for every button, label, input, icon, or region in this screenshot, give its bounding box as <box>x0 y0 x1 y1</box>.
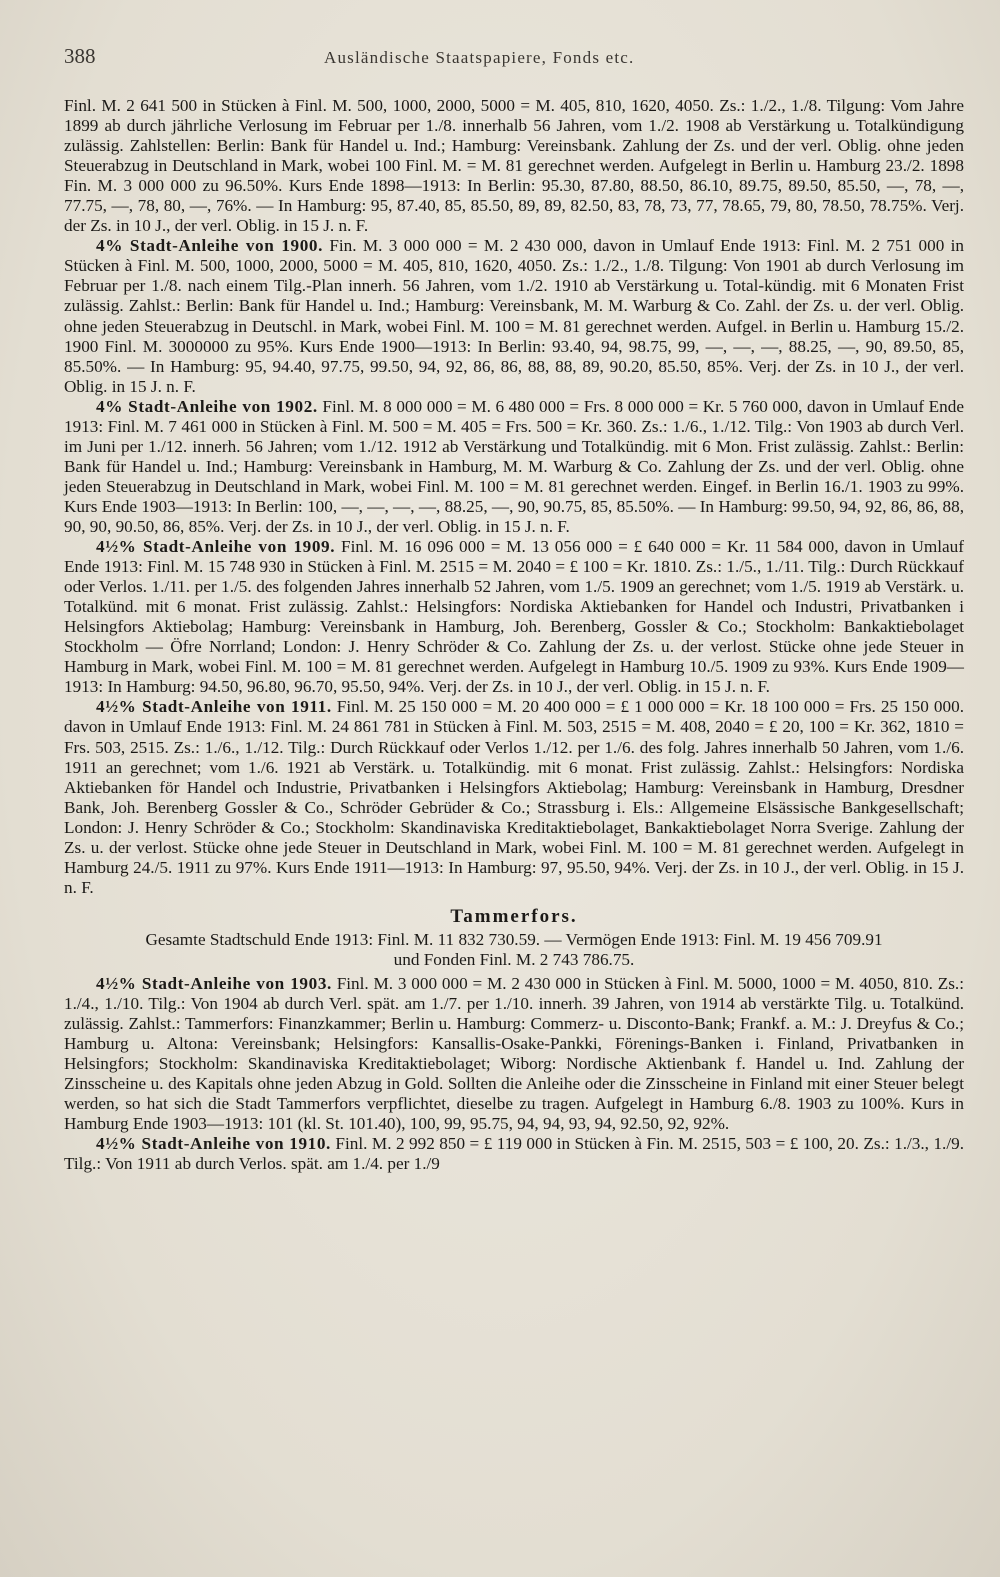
loan-text-1903: Finl. M. 3 000 000 = M. 2 430 000 in Stücken à Finl. M. 5000, 1000 = M. 4050, 810. Zs.: 1./4., 1./10. Tilg.: Von 1904 ab durch Verl. spät. am 1./7. per 1./10. innerh. 39 Jahren, von 1914 ab verstärkte Tilg. u. Totalkünd. zulässig. Zahlst.: Tammerfors: Finanzkammer; Berlin u. Hamburg: Commerz- u. Disconto-Bank; Frankf. a. M.: J. Dreyfus & Co.; Hamburg u. Altona: Vereinsbank; Helsingfors: Kansallis-Osake-Pankki, Förenings-Banken i. Finland, Privatbanken in Helsingfors; Stockholm: Skandinaviska Kreditaktiebolaget; Wiborg: Nordische Aktienbank f. Handel u. Ind. Zahlung der Zinsscheine u. des Kapitals ohne jeden Abzug in Gold. Sollten die Anleihe oder die Zinsscheine in Finland mit einer Steuer belegt werden, so hat sich die Stadt Tammerfors verpflichtet, dieselbe zu tragen. Aufgelegt in Hamburg 6./8. 1903 zu 100%. Kurs in Hamburg Ende 1903—1913: 101 (kl. St. 101.40), 100, 99, 95.75, 94, 94, 93, 94, 92.50, 92, 92%. <box>64 973 964 1134</box>
loan-text-1909: Finl. M. 16 096 000 = M. 13 056 000 = £ 640 000 = Kr. 11 584 000, davon in Umlauf Ende 1913: Finl. M. 15 748 930 in Stücken à Finl. M. 2515 = M. 2040 = £ 100 = Kr. 1810. Zs.: 1./5., 1./11. Tilg.: Durch Rückkauf oder Verlos. 1./11. per 1./5. des folgenden Jahres innerhalb 52 Jahren, vom 1./5. 1909 an gerechnet; vom 1./5. 1919 ab Verstärk. u. Totalkünd. mit 6 monat. Frist zulässig. Zahlst.: Helsingfors: Nordiska Aktiebanken for Handel och Industri, Privatbanken i Helsingfors Aktiebolag; Hamburg: Vereinsbank in Hamburg, Joh. Berenberg, Gossler & Co.; Stockholm: Bankaktiebolaget Stockholm — Öfre Norrland; London: J. Henry Schröder & Co. Zahlung der Zs. u. der verlost. Stücke ohne jede Steuer in Hamburg in Mark, wobei Finl. M. 100 = M. 81 gerechnet werden. Aufgelegt in Hamburg 10./5. 1909 zu 93%. Kurs Ende 1909—1913: In Hamburg: 94.50, 96.80, 96.70, 95.50, 94%. Verj. der Zs. in 10 J., der verl. Oblig. in 15 J. n. F. <box>64 537 964 697</box>
city-heading: Tammerfors. <box>450 905 578 927</box>
city-summary-line-2: und Fonden Finl. M. 2 743 786.75. <box>393 949 635 969</box>
running-head: Ausländische Staatspapiere, Fonds etc. <box>324 48 635 67</box>
loan-entry-1911 <box>64 697 964 897</box>
loan-text-1911: Finl. M. 25 150 000 = M. 20 400 000 = £ 1 000 000 = Kr. 18 100 000 = Frs. 25 150 000. davon in Umlauf Ende 1913: Finl. M. 24 861 781 in Stücken à Finl. M. 503, 2515 = M. 408, 2040 = £ 20, 100 = Kr. 362, 1810 = Frs. 503, 2515. Zs.: 1./6., 1./12. Tilg.: Durch Rückkauf oder Verlos 1./12. per 1./6. des folg. Jahres innerhalb 50 Jahren, vom 1./6. 1911 an gerechnet; vom 1./6. 1921 ab Verstärk. u. Totalkündig. mit 6 monat. Frist zulässig. Zahlst.: Helsingfors: Nordiska Aktiebanken för Handel och Industrie, Privatbanken i Helsingfors Aktiebolag; Hamburg: Vereinsbank in Hamburg, Dresdner Bank, Joh. Berenberg Gossler & Co., Schröder Gebrüder & Co.; Strassburg i. Els.: Allgemeine Elsässische Bankgesellschaft; London: J. Henry Schröder & Co.; Stockholm: Skandinaviska Kreditaktiebolaget, Bankaktiebolaget Norra Sverige. Zahlung der Zs. u. der verlost. Stücke ohne jede Steuer in Deutschland in Mark, wobei Finl. M. 100 = M. 81 gerechnet werden. Aufgelegt in Hamburg 24./5. 1911 zu 97%. Kurs Ende 1911—1913: In Hamburg: 97, 95.50, 94%. Verj. der Zs. in 10 J., der verl. Oblig. in 15 J. n. F. <box>64 697 965 897</box>
loan-entry-1910 <box>64 1134 964 1174</box>
loan-text-1902: Finl. M. 8 000 000 = M. 6 480 000 = Frs. 8 000 000 = Kr. 5 760 000, davon in Umlauf Ende 1913: Finl. M. 7 461 000 in Stücken à Finl. M. 500 = M. 405 = Frs. 500 = Kr. 360. Zs.: 1./6., 1./12. Tilg.: Von 1903 ab durch Verl. im Juni per 1./12. innerh. 56 Jahren; vom 1./12. 1912 ab Verstärkung und Totalkündig. mit 6 Mon. Frist zulässig. Zahlst.: Berlin: Bank für Handel u. Ind.; Hamburg: Vereinsbank in Hamburg, M. M. Warburg & Co. Zahlung der Zs. und der verl. Oblig. ohne jeden Steuerabzug in Deutschland in Mark, wobei Finl. M. 100 = M. 81 gerechnet werden. Eingef. in Berlin 16./1. 1903 zu 99%. Kurs Ende 1903—1913: In Berlin: 100, —, —, —, —, 88.25, —, 90, 90.75, 85, 85.50%. — In Hamburg: 99.50, 94, 92, 86, 86, 88, 90, 90, 90.50, 86, 85%. Verj. der Zs. in 10 J., der verl. Oblig. in 15 J. n. F. <box>64 396 964 536</box>
page-header <box>64 44 964 84</box>
loan-title-1903: 4½% Stadt-Anleihe von 1903. <box>96 973 332 993</box>
page-number: 388 <box>64 44 96 68</box>
city-debt-summary <box>64 930 964 970</box>
loan-entry-1903 <box>64 974 964 1134</box>
loan-title-1900: 4% Stadt-Anleihe von 1900. <box>96 236 323 256</box>
loan-title-1909: 4½% Stadt-Anleihe von 1909. <box>96 537 336 557</box>
loan-title-1911: 4½% Stadt-Anleihe von 1911. <box>96 697 332 717</box>
loan-title-1910: 4½% Stadt-Anleihe von 1910. <box>96 1134 331 1154</box>
city-summary-line-1: Gesamte Stadtschuld Ende 1913: Finl. M. 11 832 730.59. — Vermögen Ende 1913: Finl. M. 19 456 709.91 <box>145 929 883 949</box>
loan-title-1902: 4% Stadt-Anleihe von 1902. <box>96 396 318 416</box>
loan-text-1910: Finl. M. 2 992 850 = £ 119 000 in Stücken à Fin. M. 2515, 503 = £ 100, 20. Zs.: 1./3., 1./9. Tilg.: Von 1911 ab durch Verlos. spät. am 1./4. per 1./9 <box>64 1134 965 1174</box>
loan-text-1900: Fin. M. 3 000 000 = M. 2 430 000, davon in Umlauf Ende 1913: Finl. M. 2 751 000 in Stücken à Finl. M. 500, 1000, 2000, 5000 = M. 405, 810, 1620, 4050. Zs.: 1./2., 1./8. Tilgung: Von 1901 ab durch Verlosung im Februar per 1./8. nach einem Tilg.-Plan innerh. 56 Jahren, vom 1./2. 1910 ab Verstärkung u. Total-kündig. mit 6 Monaten Frist zulässig. Zahlst.: Berlin: Bank für Handel u. Ind.; Hamburg: Vereinsbank, M. M. Warburg & Co. Zahl. der Zs. u. der verl. Oblig. ohne jeden Steuerabzug in Deutschl. in Mark, wobei Finl. M. 100 = M. 81 gerechnet werden. Aufgel. in Berlin u. Hamburg 15./2. 1900 Finl. M. 3000000 zu 95%. Kurs Ende 1900—1913: In Berlin: 93.40, 94, 98.75, 99, —, —, —, 88.25, —, 90, 89.50, 85, 85.50%. — In Hamburg: 95, 94.40, 97.75, 99.50, 94, 92, 86, 86, 88, 88, 89, 90.20, 85.50, 85%. Verj. der Zs. in 10 J., der verl. Oblig. in 15 J. n. F. <box>64 236 964 396</box>
opening-paragraph: Finl. M. 2 641 500 in Stücken à Finl. M. 500, 1000, 2000, 5000 = M. 405, 810, 1620, 4050. Zs.: 1./2., 1./8. Tilgung: Vom Jahre 1899 ab durch jährliche Verlosung im Februar per 1./8. innerhalb 56 Jahren, vom 1./2. 1908 ab Verstärkung u. Totalkündigung zulässig. Zahlstellen: Berlin: Bank für Handel u. Ind.; Hamburg: Vereinsbank. Zahlung der Zs. und der verl. Oblig. ohne jeden Steuerabzug in Deutschland in Mark, wobei 100 Finl. M. = M. 81 gerechnet werden. Aufgelegt in Berlin u. Hamburg 23./2. 1898 Fin. M. 3 000 000 zu 96.50%. Kurs Ende 1898—1913: In Berlin: 95.30, 87.80, 88.50, 86.10, 89.75, 89.50, 85.50, —, 78, —, 77.75, —, 78, 80, —, 76%. — In Hamburg: 95, 87.40, 85, 85.50, 89, 89, 82.50, 83, 78, 73, 77, 78.65, 79, 80, 78.50, 78.75%. Verj. der Zs. in 10 J., der verl. Oblig. in 15 J. n. F. <box>64 96 964 236</box>
loan-entry-1902 <box>64 397 964 537</box>
loan-entry-1909 <box>64 537 964 697</box>
loan-entry-1900 <box>64 236 964 396</box>
